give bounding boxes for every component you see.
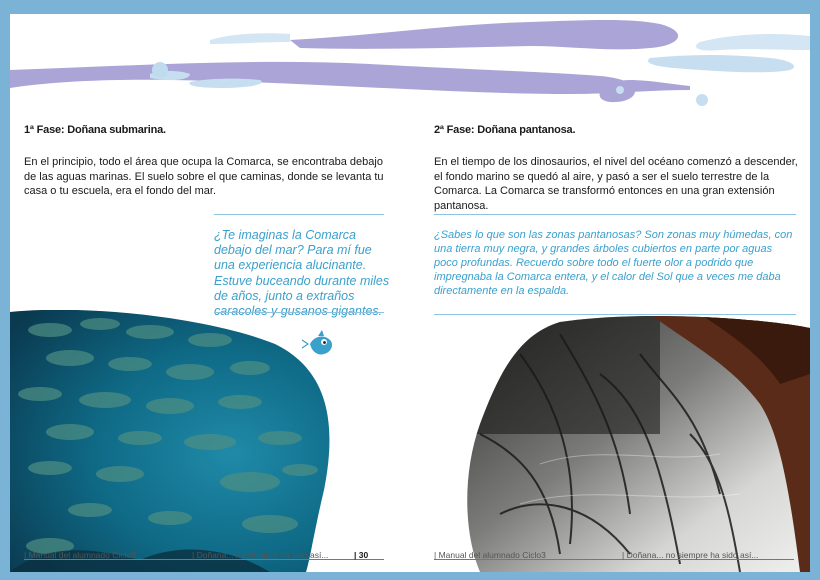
phase-1-body: En el principio, todo el área que ocupa la Comarca, se encontraba debajo de las aguas marinas. El suelo sobre el que caminas, donde se levanta tu casa o tu escuela, era el fondo del mar.	[24, 156, 384, 197]
phase-1-title: 1ª Fase: Doñana submarina.	[24, 124, 166, 136]
footer-book-title: | Manual del alumnado Ciclo3	[24, 550, 136, 560]
phase-2-title: 2ª Fase: Doñana pantanosa.	[434, 124, 576, 136]
swamp-tree-photo	[460, 314, 810, 572]
footer-chapter-title: | Doñana... no siempre ha sido así...	[622, 550, 759, 560]
fish-mascot-icon	[300, 330, 336, 358]
quote-rule-top	[214, 214, 384, 215]
page-number: | 30	[354, 550, 369, 560]
footer-chapter-title: | Doñana... no siempre ha sido así...	[192, 550, 329, 560]
phase-1-quote: ¿Te imaginas la Comarca debajo del mar? Para mí fue una experiencia alucinante. Estuve buceando durante miles de años, junto a extraños	[214, 228, 390, 303]
phase-2-body: En el tiempo de los dinosaurios, el nivel del océano comenzó a descender, el fondo marino se quedó al aire, y pasó a ser el suelo terrestre de la Comarca. La Comarca se transformó entonces en una gran extensión pantanosa.	[434, 156, 798, 212]
fish-school-photo	[10, 310, 350, 572]
phase-2-quote: ¿Sabes lo que son las zonas pantanosas? Son zonas muy húmedas, con una tierra muy negra, y grandes árboles cubiertos en parte por aguas poco profundas. Recuerdo sobre todo el fuerte olor a podrido que impregnaba la Comarca entera, y el calor del Sol que a veces me daba directamente en la espalda.	[434, 229, 793, 297]
book-spread	[10, 14, 810, 572]
right-page	[410, 14, 810, 572]
left-page	[10, 14, 410, 572]
footer-book-title: | Manual del alumnado Ciclo3	[434, 550, 546, 560]
quote-rule-top	[434, 214, 796, 215]
